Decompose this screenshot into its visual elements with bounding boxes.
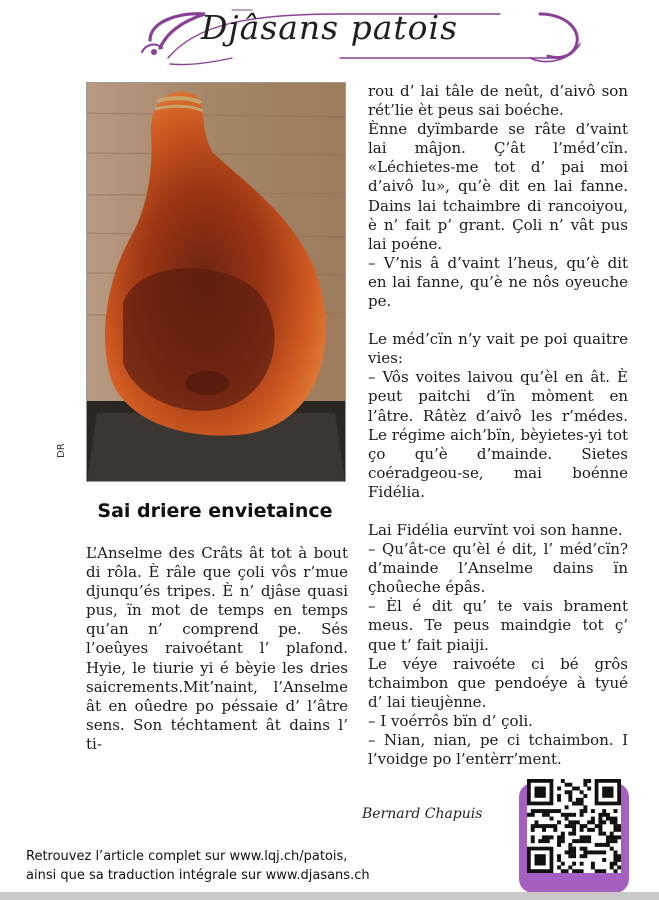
ham-photo: [86, 82, 346, 482]
bottom-bar: [0, 892, 659, 900]
section-title: Djâsans patois: [200, 8, 459, 47]
footer-line: ainsi que sa traduction intégrale sur www.djasans.ch: [26, 868, 370, 883]
paragraph: Le méd’cïn n’y vait pe poi quaitre vies:: [368, 330, 628, 368]
paragraph: Lai Fidélia eurvïnt voi son hanne.: [368, 520, 623, 539]
qr-badge: [519, 783, 629, 893]
paragraph: – Nian, nian, pe ci tchaimbon. I l’voidge po l’entèrr’ment.: [368, 731, 628, 769]
paragraph: L’Anselme des Crâts ât tot à bout di rôla. È râle que çoli vôs r’mue djunqu’és tripes. È n’ djâse quasi pus, ïn mot de temps en temps qu’an n’ comprend pe. Sés l’oeûyes raivoétant l’ plafond. Hyie, le tiurie yi é bèyie les dries saicrements.Mit’naint, l’Anselme ât en oûedre po péssaie d’ l’âtre sens. Son téchtament ât dains l’ ti-: [86, 544, 348, 753]
paragraph: – I voérrôs bïn d’ çoli.: [368, 711, 533, 730]
author-signature: Bernard Chapuis: [362, 806, 483, 822]
paragraph: rou d’ lai tâle de neût, d’aivô son rét’lie èt peus sai boéche.: [368, 82, 628, 120]
paragraph: Le véye raivoéte ci bé grôs tchaimbon que pendoéye à tyué d’ lai tieujènne.: [368, 654, 628, 711]
paragraph: – V’nis â d’vaint l’heus, qu’è dit en lai fanne, qu’è ne nôs oyeuche pe.: [368, 253, 628, 311]
footer-line: Retrouvez l’article complet sur www.lqj.ch/patois,: [26, 849, 348, 864]
paragraph: – Vôs voites laivou qu’èl en ât. È peut paitchi d’ïn mòment en l’âtre. Râtèz d’aivô les r’médes. Le régime aich’bïn, bèyietes-yi tot ço qu’è d’mainde. Sietes coéradgeou-se, mai boénne Fidélia.: [368, 368, 628, 501]
paragraph: – Èl é dit qu’ te vais brament meus. Te peus maindgie tot ç’ que t’ fait piaiji.: [368, 597, 628, 654]
footer-note: [26, 847, 370, 885]
article-title: Sai driere envietaince: [97, 500, 333, 522]
paragraph: – Qu’ât-ce qu’èl é dit, l’ méd’cïn? d’mainde l’Anselme dains ïn çhoûeche épâs.: [368, 540, 628, 597]
qr-code-icon[interactable]: [527, 779, 621, 873]
page-header: [0, 0, 659, 70]
photo-credit: DR: [56, 443, 67, 458]
paragraph: Ènne dyïmbarde se râte d’vaint lai mâjon. Ç’ât l’méd’cïn. «Léchietes-me tot d’ pai moi d’aivô lu», qu’è dit en lai fanne. Dains lai tchaimbre di rancoiyou, è n’ fait p’ grant. Çoli n’ vât pus lai poéne.: [368, 120, 628, 253]
article-column-left: [86, 544, 348, 754]
article-column-right: [368, 82, 628, 769]
